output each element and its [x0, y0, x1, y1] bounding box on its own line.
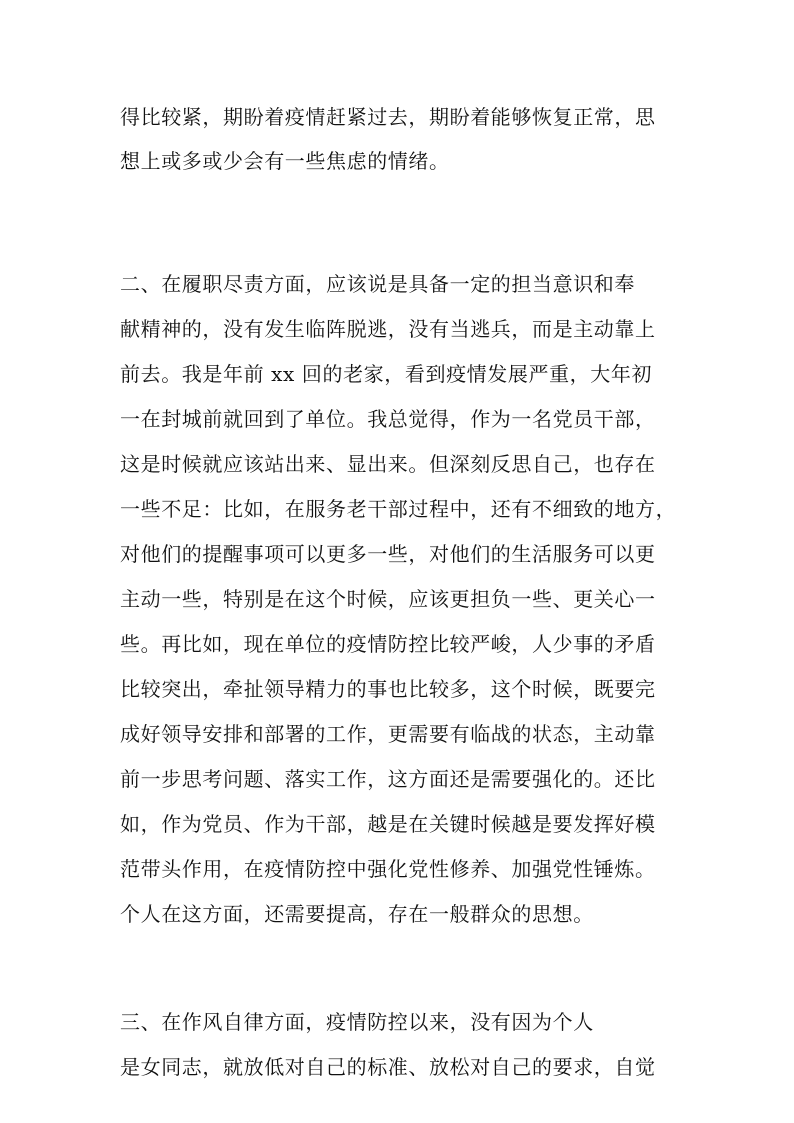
- paragraph-2-line-3: 前去。我是年前 xx 回的老家，看到疫情发展严重，大年初: [120, 362, 653, 386]
- paragraph-2-line-6: 一些不足：比如，在服务老干部过程中，还有不细致的地方，: [120, 497, 677, 521]
- paragraph-2-line-10: 比较突出，牵扯领导精力的事也比较多，这个时候，既要完: [120, 677, 656, 701]
- paragraph-2-line-13: 如，作为党员、作为干部，越是在关键时候越是要发挥好模: [120, 812, 656, 836]
- paragraph-2-line-4: 一在封城前就回到了单位。我总觉得，作为一名党员干部，: [120, 407, 656, 431]
- paragraph-2-line-11: 成好领导安排和部署的工作，更需要有临战的状态，主动靠: [120, 722, 656, 746]
- paragraph-3-line-2: 是女同志，就放低对自己的标准、放松对自己的要求，自觉: [120, 1055, 656, 1079]
- paragraph-2-line-7: 对他们的提醒事项可以更多一些，对他们的生活服务可以更: [120, 542, 656, 566]
- paragraph-2-line-8: 主动一些，特别是在这个时候，应该更担负一些、更关心一: [120, 587, 656, 611]
- paragraph-2-line-9: 些。再比如，现在单位的疫情防控比较严峻，人少事的矛盾: [120, 632, 656, 656]
- paragraph-2-line-14: 范带头作用，在疫情防控中强化党性修养、加强党性锤炼。: [120, 857, 656, 881]
- paragraph-2-line-2: 献精神的，没有发生临阵脱逃，没有当逃兵，而是主动靠上: [120, 317, 656, 341]
- paragraph-2-line-1: 二、在履职尽责方面，应该说是具备一定的担当意识和奉: [120, 272, 635, 296]
- paragraph-2-line-15: 个人在这方面，还需要提高，存在一般群众的思想。: [120, 902, 594, 926]
- paragraph-3-line-1: 三、在作风自律方面，疫情防控以来，没有因为个人: [120, 1010, 594, 1034]
- paragraph-2-line-5: 这是时候就应该站出来、显出来。但深刻反思自己，也存在: [120, 452, 656, 476]
- paragraph-1-line-1: 得比较紧，期盼着疫情赶紧过去，期盼着能够恢复正常，思: [120, 105, 656, 129]
- paragraph-1-line-2: 想上或多或少会有一些焦虑的情绪。: [120, 149, 450, 173]
- paragraph-2-line-12: 前一步思考问题、落实工作，这方面还是需要强化的。还比: [120, 767, 656, 791]
